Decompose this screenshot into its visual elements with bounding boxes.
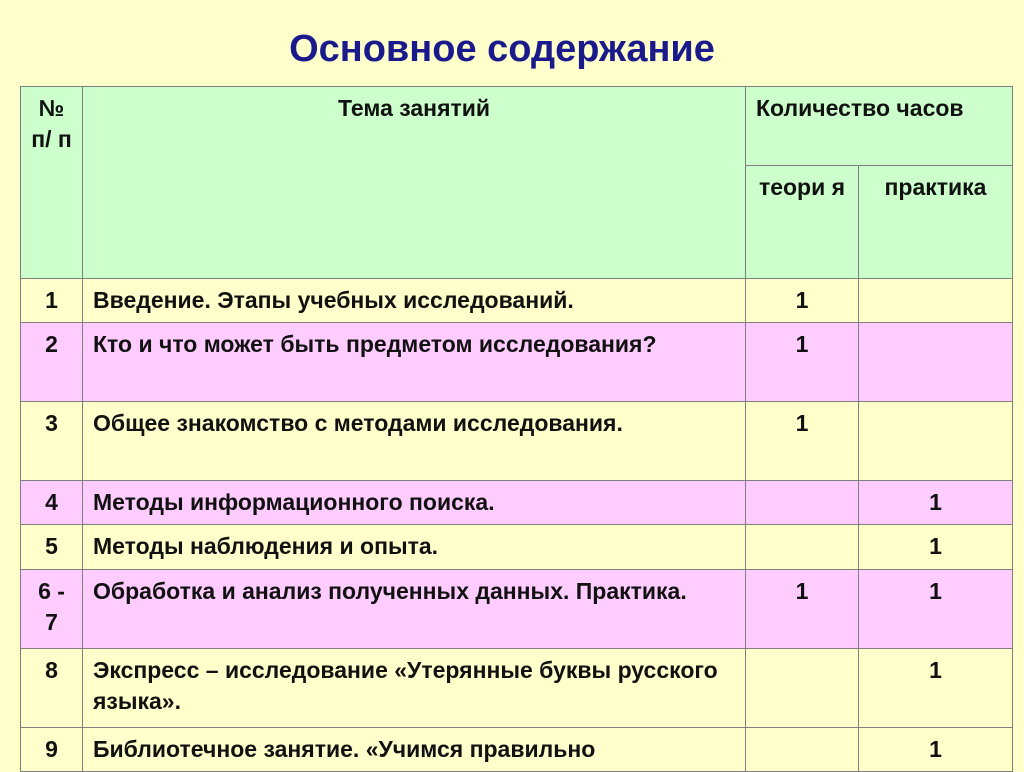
row-practice: 1 <box>859 570 1013 649</box>
header-topic: Тема занятий <box>83 87 746 279</box>
table-row <box>21 279 1013 323</box>
table-row <box>21 649 1013 728</box>
row-practice: 1 <box>859 481 1013 525</box>
header-practice: практика <box>859 166 1013 279</box>
row-theory: 1 <box>746 402 859 481</box>
row-number: 9 <box>21 728 83 772</box>
content-table <box>20 86 1013 772</box>
table-row <box>21 402 1013 481</box>
table-row <box>21 323 1013 402</box>
row-practice <box>859 323 1013 402</box>
row-theory <box>746 649 859 728</box>
row-topic: Экспресс – исследование «Утерянные буквы русского языка». <box>83 649 746 728</box>
row-topic: Общее знакомство с методами исследования. <box>83 402 746 481</box>
row-theory <box>746 481 859 525</box>
row-topic: Обработка и анализ полученных данных. Практика. <box>83 570 746 649</box>
table-row <box>21 481 1013 525</box>
row-practice <box>859 279 1013 323</box>
row-theory: 1 <box>746 279 859 323</box>
row-topic: Методы наблюдения и опыта. <box>83 525 746 570</box>
row-practice: 1 <box>859 649 1013 728</box>
table-row <box>21 728 1013 772</box>
row-number: 1 <box>21 279 83 323</box>
row-number: 4 <box>21 481 83 525</box>
row-practice: 1 <box>859 525 1013 570</box>
row-theory: 1 <box>746 570 859 649</box>
row-topic: Библиотечное занятие. «Учимся правильно <box>83 728 746 772</box>
header-theory: теори я <box>746 166 859 279</box>
row-practice <box>859 402 1013 481</box>
table-row <box>21 570 1013 649</box>
table-row <box>21 525 1013 570</box>
row-topic: Введение. Этапы учебных исследований. <box>83 279 746 323</box>
row-theory <box>746 525 859 570</box>
row-number: 6 - 7 <box>21 570 83 649</box>
row-topic: Методы информационного поиска. <box>83 481 746 525</box>
row-number: 5 <box>21 525 83 570</box>
row-topic: Кто и что может быть предметом исследования? <box>83 323 746 402</box>
header-hours: Количество часов <box>746 87 1013 166</box>
page-title: Основное содержание <box>289 28 715 70</box>
header-number: № п/ п <box>21 87 83 279</box>
row-theory <box>746 728 859 772</box>
row-number: 2 <box>21 323 83 402</box>
row-number: 3 <box>21 402 83 481</box>
row-theory: 1 <box>746 323 859 402</box>
row-practice: 1 <box>859 728 1013 772</box>
row-number: 8 <box>21 649 83 728</box>
